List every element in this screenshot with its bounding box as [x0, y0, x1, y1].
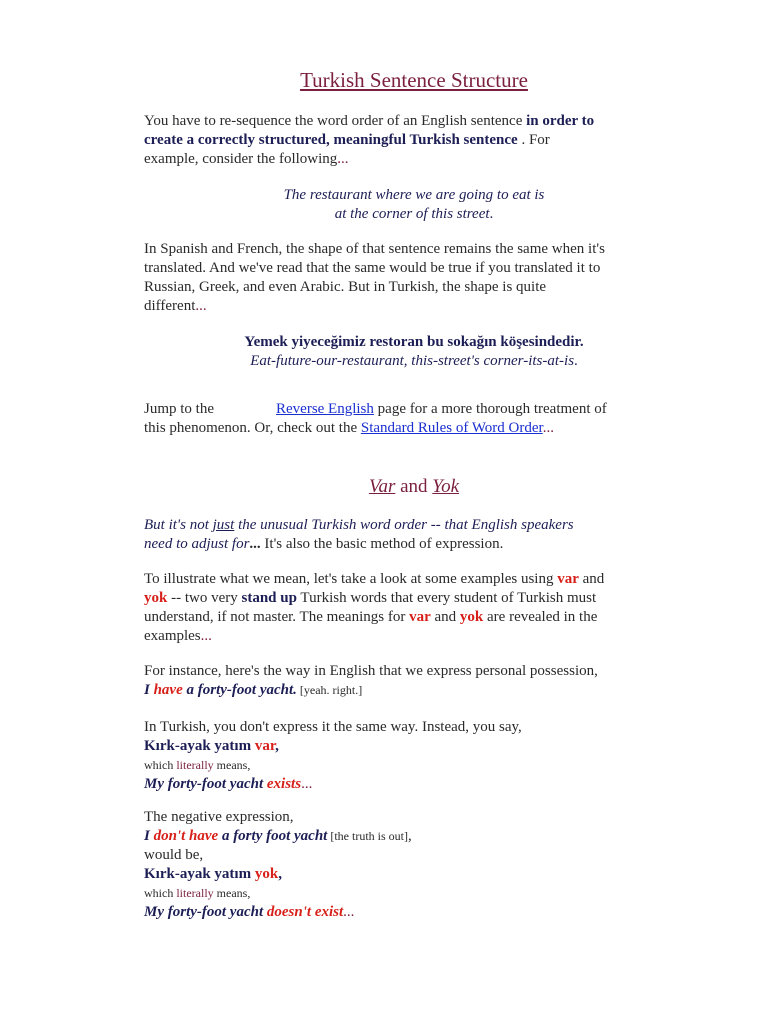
method-text-1: But it's not — [144, 517, 213, 533]
comparison-line-1: In Spanish and French, the shape of that sentence remains the same when it's — [144, 241, 605, 257]
intro-text-1: You have to re-sequence the word order of an English sentence — [144, 113, 523, 129]
method-paragraph — [144, 516, 684, 554]
literal-ellipsis: ... — [301, 776, 313, 792]
literally-text: literally — [176, 758, 214, 772]
neg-turkish-phrase: Kırk-ayak yatım — [144, 866, 255, 882]
example-quote-english — [144, 186, 684, 224]
jump-text-2: page for a more thorough treatment of — [373, 401, 607, 417]
turkish-possession-paragraph — [144, 718, 684, 794]
intro-bold-2: create a correctly structured, meaningful Turkish sentence — [144, 132, 518, 148]
comparison-line-3: Russian, Greek, and even Arabic. But in Turkish, the shape is quite — [144, 279, 547, 295]
example-note: [yeah. right.] — [296, 683, 363, 697]
word-var-2: var — [409, 609, 431, 625]
neg-turkish-comma: , — [278, 866, 282, 882]
word-order-link[interactable]: Standard Rules of Word Order — [360, 420, 543, 436]
illustrate-ellipsis: ... — [200, 628, 212, 644]
which-text: which — [144, 758, 177, 772]
heading-and: and — [395, 476, 433, 497]
word-yok: yok — [144, 590, 168, 606]
illustrate-text-4: Turkish words that every student of Turkish must — [296, 590, 597, 606]
intro-bold-1: in order to — [526, 113, 595, 129]
neg-turkish-yok: yok — [254, 866, 279, 882]
heading-var: Var — [368, 476, 396, 497]
neg-example-donthave: don't have — [153, 828, 219, 844]
neg-example-note: [the truth is out] — [327, 829, 408, 843]
possession-text: For instance, here's the way in English that we express personal possession, — [144, 663, 598, 679]
illustrate-text-2: and — [578, 571, 605, 587]
literal-translation: My forty-foot yacht — [144, 776, 267, 792]
negative-text: The negative expression, — [144, 809, 294, 825]
neg-literal-doesnt: doesn't exist — [266, 904, 344, 920]
example-yacht: a forty-foot yacht. — [182, 682, 297, 698]
illustrate-text-5: understand, if not master. The meanings for — [144, 609, 410, 625]
illustrate-text-8: examples — [144, 628, 201, 644]
intro-ellipsis: ... — [337, 151, 349, 167]
turkish-sentence: Yemek yiyeceğimiz restoran bu sokağın köşesindedir. — [244, 334, 584, 350]
would-be-text: would be, — [144, 847, 204, 863]
example-have: have — [153, 682, 183, 698]
turkish-phrase: Kırk-ayak yatım — [144, 738, 255, 754]
turkish-var: var — [254, 738, 276, 754]
neg-example-yacht: a forty foot yacht — [218, 828, 328, 844]
word-yok-2: yok — [459, 609, 484, 625]
comparison-ellipsis: ... — [195, 298, 207, 314]
jump-paragraph — [144, 400, 684, 438]
literal-exists: exists — [266, 776, 302, 792]
method-text-3: need to adjust for — [144, 536, 250, 552]
neg-which-text: which — [144, 886, 177, 900]
method-ellipsis: ... — [249, 536, 261, 552]
means-text: means, — [213, 758, 251, 772]
example-quote-turkish — [144, 333, 684, 371]
jump-text-3: this phenomenon. Or, check out the — [144, 420, 361, 436]
neg-literal-ellipsis: ... — [343, 904, 355, 920]
comparison-line-4: different — [144, 298, 196, 314]
neg-example-comma: , — [408, 828, 412, 844]
neg-example-i: I — [144, 828, 154, 844]
heading-yok: Yok — [432, 476, 460, 497]
illustrate-text-3: -- two very — [167, 590, 242, 606]
comparison-line-2: translated. And we've read that the same would be true if you translated it to — [144, 260, 601, 276]
turkish-comma: , — [275, 738, 279, 754]
jump-ellipsis: ... — [542, 420, 554, 436]
jump-text-1: Jump to the — [144, 401, 214, 417]
section-heading-var-yok — [144, 477, 684, 496]
stand-up-text: stand up — [241, 590, 297, 606]
turkish-gloss: Eat-future-our-restaurant, this-street's corner-its-at-is — [250, 353, 575, 369]
illustrate-text-1: To illustrate what we mean, let's take a look at some examples using — [144, 571, 558, 587]
neg-literally-text: literally — [176, 886, 214, 900]
turkish-gloss-period: . — [574, 353, 578, 369]
intro-text-3: example, consider the following — [144, 151, 338, 167]
possession-paragraph — [144, 662, 684, 700]
illustrate-text-6: and — [430, 609, 460, 625]
method-just: just — [212, 517, 235, 533]
method-text-2: the unusual Turkish word order -- that English speakers — [234, 517, 574, 533]
method-text-4: It's also the basic method of expression. — [260, 536, 504, 552]
negative-paragraph — [144, 808, 684, 922]
neg-literal-translation: My forty-foot yacht — [144, 904, 267, 920]
neg-means-text: means, — [213, 886, 251, 900]
illustrate-paragraph — [144, 570, 684, 646]
comparison-paragraph — [144, 240, 684, 316]
page-title: Turkish Sentence Structure — [300, 68, 528, 92]
quote-line-1: The restaurant where we are going to eat is — [283, 187, 545, 203]
intro-text-2: . For — [517, 132, 550, 148]
example-i: I — [144, 682, 154, 698]
quote-line-2: at the corner of this street — [334, 206, 490, 222]
turkish-possession-text: In Turkish, you don't express it the same way. Instead, you say, — [144, 719, 522, 735]
word-var: var — [557, 571, 579, 587]
reverse-english-link[interactable]: Reverse English — [276, 401, 374, 417]
quote-period: . — [489, 206, 494, 222]
illustrate-text-7: are revealed in the — [483, 609, 598, 625]
intro-paragraph — [144, 112, 684, 169]
